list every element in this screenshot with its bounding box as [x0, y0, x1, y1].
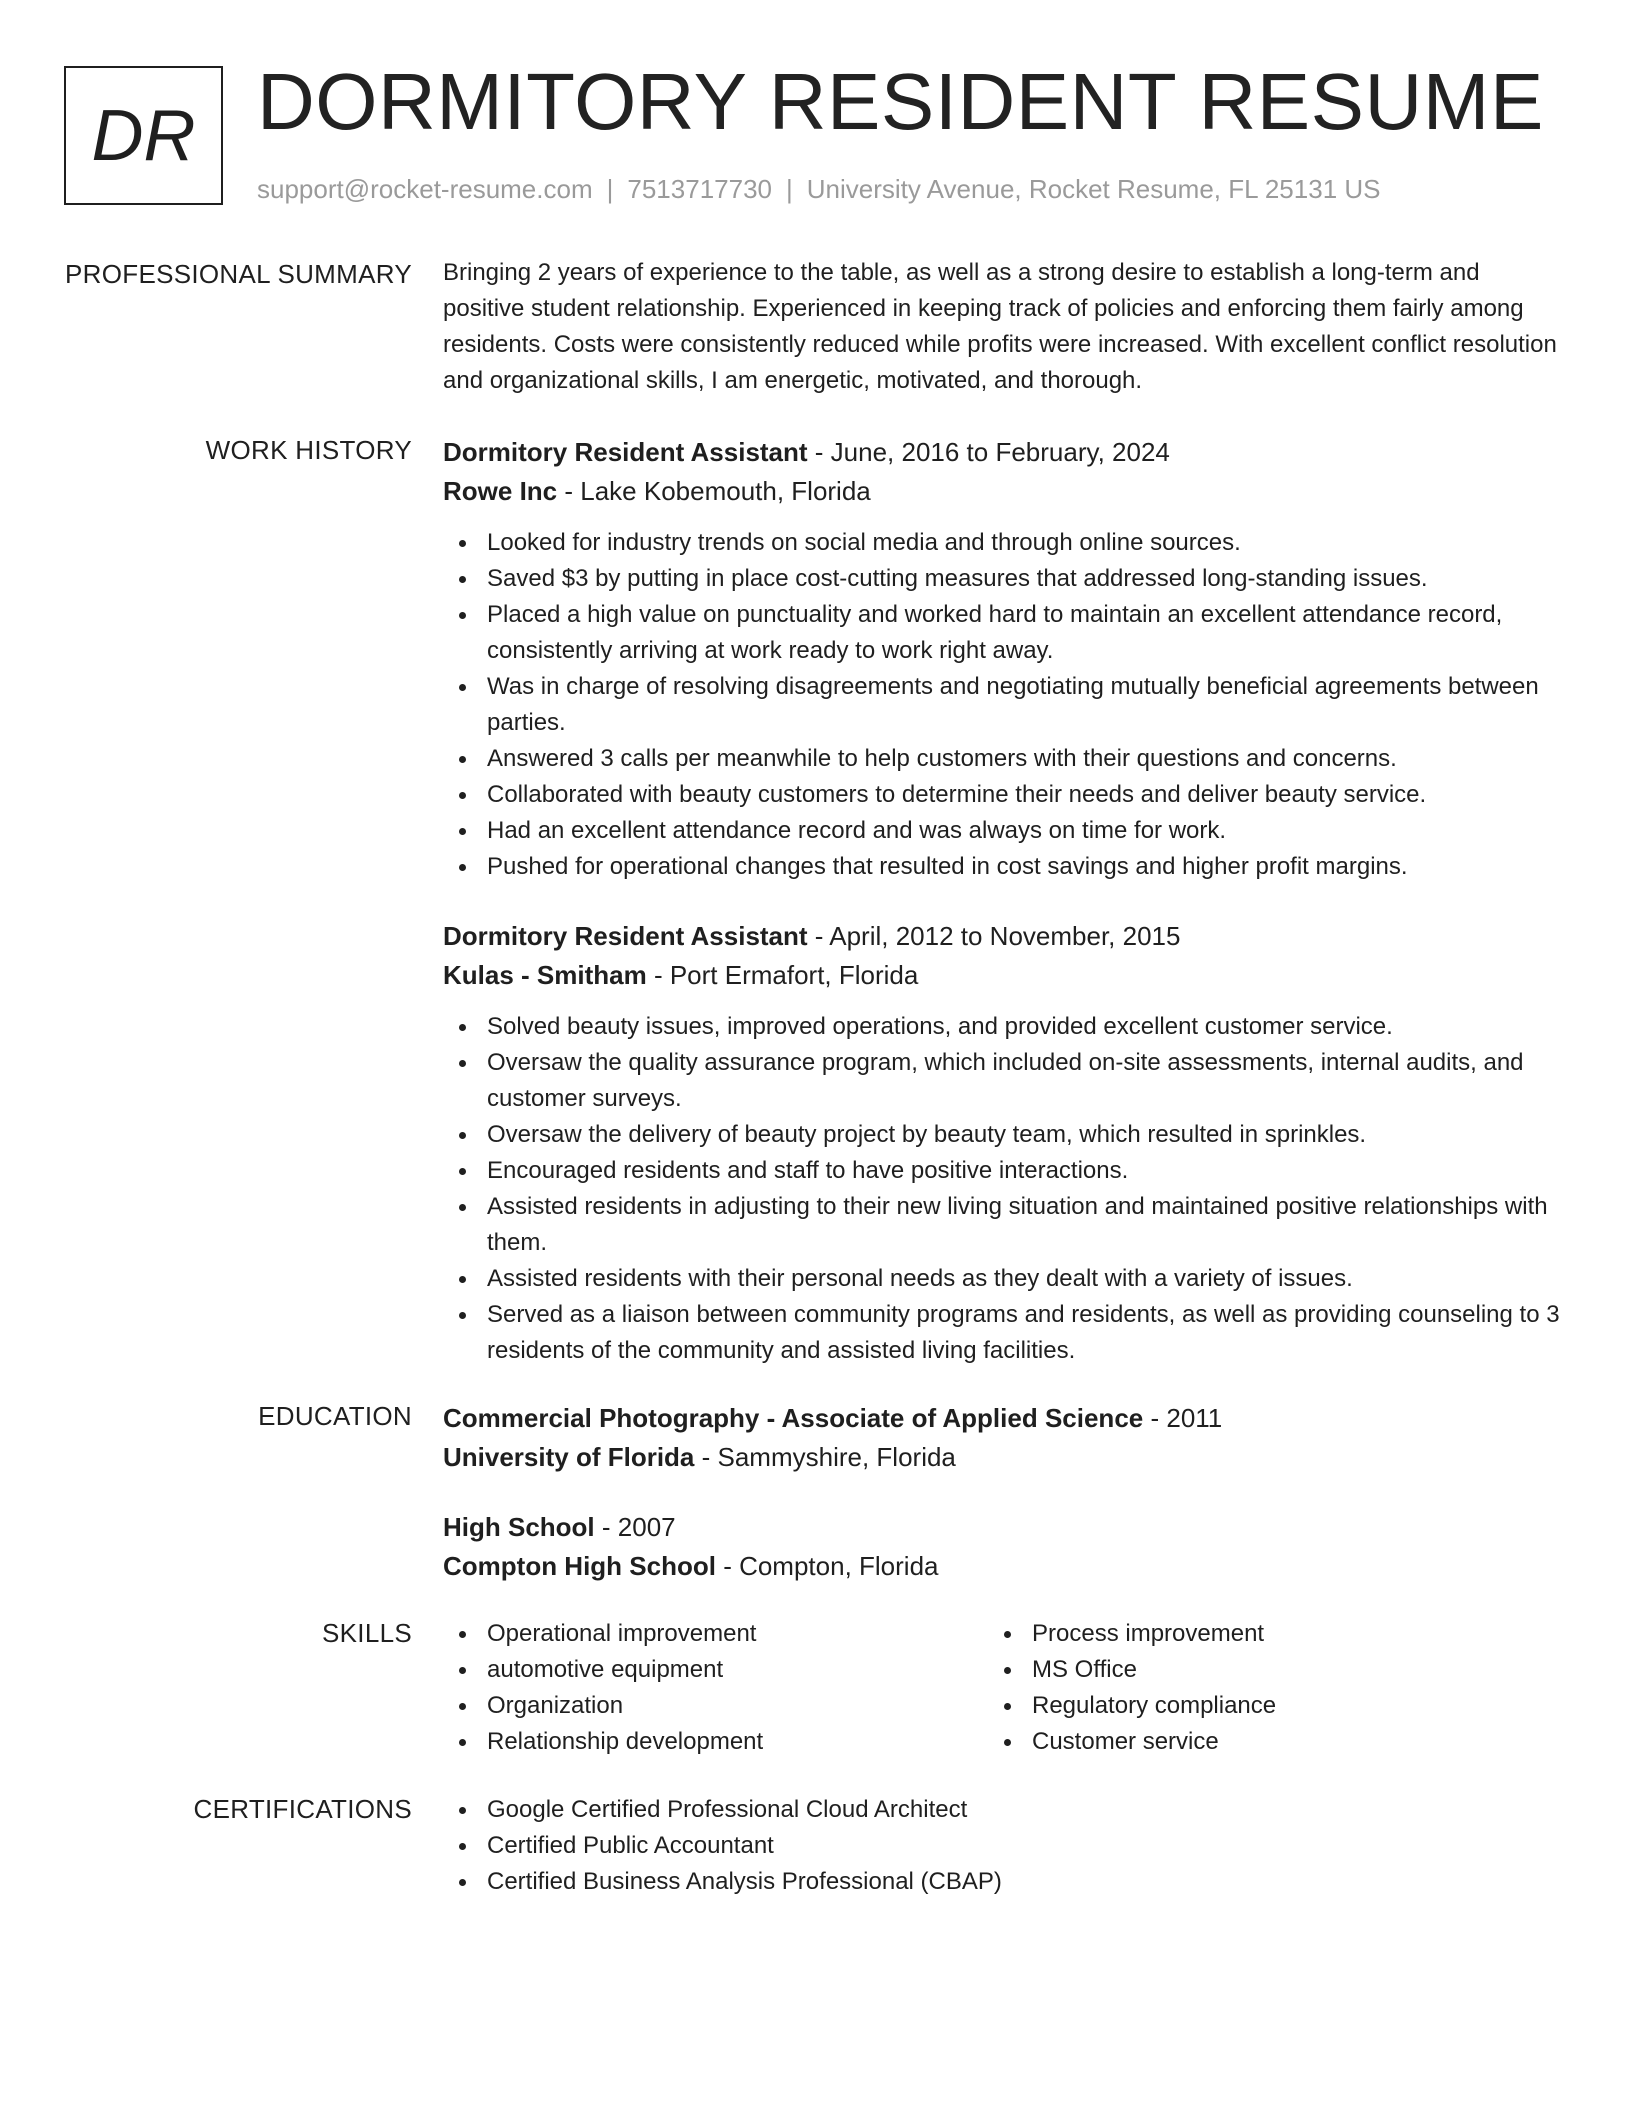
list-item: Assisted residents with their personal needs as they dealt with a variety of issues. [443, 1261, 1563, 1297]
contact-separator: | [606, 174, 614, 204]
list-item: Process improvement [988, 1616, 1533, 1652]
school: University of Florida [443, 1442, 695, 1472]
list-item: Had an excellent attendance record and was always on time for work. [443, 813, 1563, 849]
skills-heading: SKILLS [322, 1618, 412, 1648]
list-item: Regulatory compliance [988, 1688, 1533, 1724]
school-location: - Compton, Florida [715, 1551, 939, 1581]
contact-phone: 7513717730 [627, 174, 772, 204]
job-location: - Port Ermafort, Florida [646, 960, 919, 990]
education-heading: EDUCATION [258, 1401, 412, 1431]
job-title-line [443, 917, 1563, 956]
list-item: Organization [443, 1688, 988, 1724]
degree: Commercial Photography - Associate of Applied Science [443, 1403, 1144, 1433]
summary-heading: PROFESSIONAL SUMMARY [65, 259, 412, 289]
list-item: Looked for industry trends on social media and through online sources. [443, 525, 1563, 561]
list-item: automotive equipment [443, 1652, 988, 1688]
job-company-line [443, 472, 1563, 511]
degree-year: - 2011 [1143, 1403, 1223, 1433]
list-item: Customer service [988, 1724, 1533, 1760]
job-title: Dormitory Resident Assistant [443, 921, 808, 951]
job-title: Dormitory Resident Assistant [443, 437, 808, 467]
school-line [443, 1438, 1563, 1477]
contact-separator: | [786, 174, 793, 204]
list-item: Solved beauty issues, improved operations, and provided excellent customer service. [443, 1009, 1563, 1045]
skills-column-left [443, 1616, 988, 1760]
list-item: Assisted residents in adjusting to their new living situation and maintained positive relationships with them. [443, 1189, 1563, 1261]
contact-address: University Avenue, Rocket Resume, FL 25131 US [806, 174, 1381, 204]
contact-email: support@rocket-resume.com [257, 174, 593, 204]
job-title-line [443, 433, 1563, 472]
school-line [443, 1547, 1563, 1586]
page-title: DORMITORY RESIDENT RESUME [257, 57, 1544, 146]
job-bullets [443, 525, 1563, 885]
list-item: Certified Business Analysis Professional (CBAP) [443, 1864, 1563, 1900]
list-item: MS Office [988, 1652, 1533, 1688]
monogram-badge: DR [64, 66, 223, 205]
degree: High School [443, 1512, 595, 1542]
education-entry [443, 1508, 1563, 1586]
school-location: - Sammyshire, Florida [694, 1442, 956, 1472]
list-item: Placed a high value on punctuality and worked hard to maintain an excellent attendance record, consistently arriving at work ready to work right away. [443, 597, 1563, 669]
degree-year: - 2007 [594, 1512, 676, 1542]
work-history-heading: WORK HISTORY [205, 435, 412, 465]
list-item: Served as a liaison between community programs and residents, as well as providing counseling to 3 residents of the community and assisted living facilities. [443, 1297, 1563, 1369]
list-item: Operational improvement [443, 1616, 988, 1652]
job-company: Rowe Inc [443, 476, 558, 506]
job-dates: - April, 2012 to November, 2015 [807, 921, 1181, 951]
list-item: Certified Public Accountant [443, 1828, 1563, 1864]
job-entry [443, 917, 1563, 1369]
list-item: Saved $3 by putting in place cost-cutting measures that addressed long-standing issues. [443, 561, 1563, 597]
skills-grid [443, 1616, 1563, 1760]
list-item: Was in charge of resolving disagreements and negotiating mutually beneficial agreements between parties. [443, 669, 1563, 741]
school: Compton High School [443, 1551, 716, 1581]
job-location: - Lake Kobemouth, Florida [557, 476, 871, 506]
job-entry [443, 433, 1563, 885]
certifications-heading: CERTIFICATIONS [193, 1794, 412, 1824]
list-item: Encouraged residents and staff to have positive interactions. [443, 1153, 1563, 1189]
list-item: Answered 3 calls per meanwhile to help customers with their questions and concerns. [443, 741, 1563, 777]
skills-column-right [988, 1616, 1533, 1760]
job-company: Kulas - Smitham [443, 960, 647, 990]
certifications-list [443, 1792, 1563, 1900]
summary-text: Bringing 2 years of experience to the table, as well as a strong desire to establish a long-term and positive student relationship. Experienced in keeping track of policies and enforcing them fairly among residents. Costs were consistently reduced while profits were increased. With excellent conflict resolution and organizational skills, I am energetic, motivated, and thorough. [443, 259, 1557, 394]
list-item: Oversaw the quality assurance program, which included on-site assessments, internal audits, and customer surveys. [443, 1045, 1563, 1117]
job-dates: - June, 2016 to February, 2024 [807, 437, 1170, 467]
education-entry [443, 1399, 1563, 1477]
list-item: Google Certified Professional Cloud Architect [443, 1792, 1563, 1828]
list-item: Pushed for operational changes that resulted in cost savings and higher profit margins. [443, 849, 1563, 885]
list-item: Oversaw the delivery of beauty project by beauty team, which resulted in sprinkles. [443, 1117, 1563, 1153]
contact-line [257, 172, 1381, 206]
degree-line [443, 1399, 1563, 1438]
degree-line [443, 1508, 1563, 1547]
job-company-line [443, 956, 1563, 995]
list-item: Relationship development [443, 1724, 988, 1760]
job-bullets [443, 1009, 1563, 1369]
list-item: Collaborated with beauty customers to determine their needs and deliver beauty service. [443, 777, 1563, 813]
